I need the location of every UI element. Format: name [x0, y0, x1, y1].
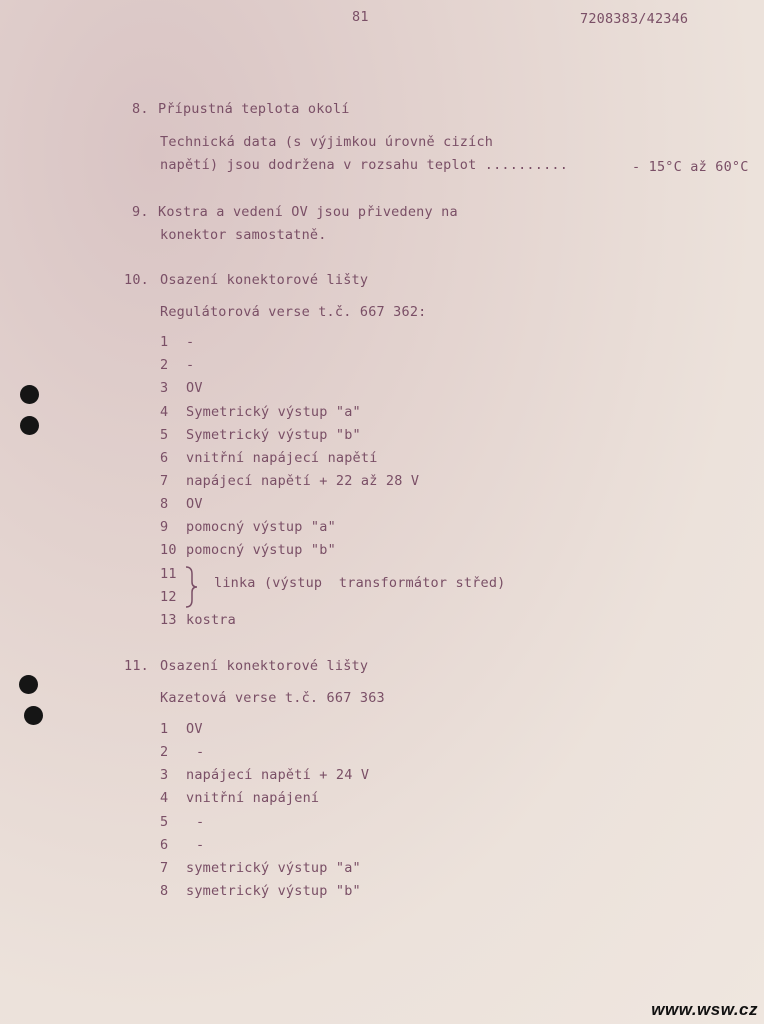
- section-8-title: Přípustná teplota okolí: [158, 101, 350, 117]
- pin-label: napájecí napětí + 24 V: [186, 767, 370, 783]
- pin-number: 3: [160, 380, 169, 396]
- pin-label: -: [186, 334, 195, 350]
- pin-label: napájecí napětí + 22 až 28 V: [186, 473, 420, 489]
- pin-label: symetrický výstup "a": [186, 860, 361, 876]
- pin-label: -: [186, 357, 195, 373]
- pin-number: 4: [160, 790, 169, 806]
- pin-number: 1: [160, 721, 169, 737]
- pin-label: vnitřní napájecí napětí: [186, 450, 378, 466]
- section-11-number: 11.: [124, 658, 149, 674]
- pin-number: 9: [160, 519, 169, 535]
- pin-label: -: [196, 744, 205, 760]
- section-11-subtitle: Kazetová verse t.č. 667 363: [160, 690, 385, 706]
- pin-number: 12: [160, 589, 177, 605]
- pin-number: 7: [160, 860, 169, 876]
- pin-label: OV: [186, 380, 203, 396]
- section-8-line-1: Technická data (s výjimkou úrovně cizích: [160, 134, 494, 150]
- page-number: 81: [352, 9, 369, 25]
- pin-label: kostra: [186, 612, 236, 628]
- pin-number: 2: [160, 744, 169, 760]
- pin-number: 2: [160, 357, 169, 373]
- temperature-range: - 15°C až 60°C: [632, 159, 749, 175]
- pin-label: OV: [186, 721, 203, 737]
- section-9-number: 9.: [132, 204, 149, 220]
- punch-hole: [19, 675, 38, 694]
- pin-label: OV: [186, 496, 203, 512]
- pin-label: -: [196, 837, 205, 853]
- section-8-line-2: napětí) jsou dodržena v rozsahu teplot ..........: [160, 157, 569, 173]
- section-8-number: 8.: [132, 101, 149, 117]
- section-10-subtitle: Regulátorová verse t.č. 667 362:: [160, 304, 427, 320]
- pin-number: 13: [160, 612, 177, 628]
- pin-number: 5: [160, 814, 169, 830]
- pin-number: 8: [160, 883, 169, 899]
- pin-number: 5: [160, 427, 169, 443]
- document-reference: 7208383/42346: [580, 11, 689, 27]
- pin-label: -: [196, 814, 205, 830]
- pin-label: Symetrický výstup "b": [186, 427, 361, 443]
- section-10-title: Osazení konektorové lišty: [160, 272, 369, 288]
- pin-label: pomocný výstup "a": [186, 519, 336, 535]
- pin-label: Symetrický výstup "a": [186, 404, 361, 420]
- pin-number: 7: [160, 473, 169, 489]
- pin-label: vnitřní napájení: [186, 790, 320, 806]
- pin-number: 4: [160, 404, 169, 420]
- pins-11-12-label: linka (výstup transformátor střed): [214, 575, 506, 591]
- curly-brace-icon: [184, 566, 198, 608]
- pin-number: 11: [160, 566, 177, 582]
- section-9-line-2: konektor samostatně.: [160, 227, 327, 243]
- pin-number: 8: [160, 496, 169, 512]
- punch-hole: [20, 385, 39, 404]
- section-10-number: 10.: [124, 272, 149, 288]
- section-9-line-1: Kostra a vedení OV jsou přivedeny na: [158, 204, 458, 220]
- punch-hole: [20, 416, 39, 435]
- pin-number: 1: [160, 334, 169, 350]
- pin-label: pomocný výstup "b": [186, 542, 336, 558]
- section-11-title: Osazení konektorové lišty: [160, 658, 369, 674]
- pin-number: 10: [160, 542, 177, 558]
- pin-number: 6: [160, 450, 169, 466]
- watermark: www.wsw.cz: [651, 1000, 758, 1019]
- pin-label: symetrický výstup "b": [186, 883, 361, 899]
- punch-hole: [24, 706, 43, 725]
- pin-number: 3: [160, 767, 169, 783]
- pin-number: 6: [160, 837, 169, 853]
